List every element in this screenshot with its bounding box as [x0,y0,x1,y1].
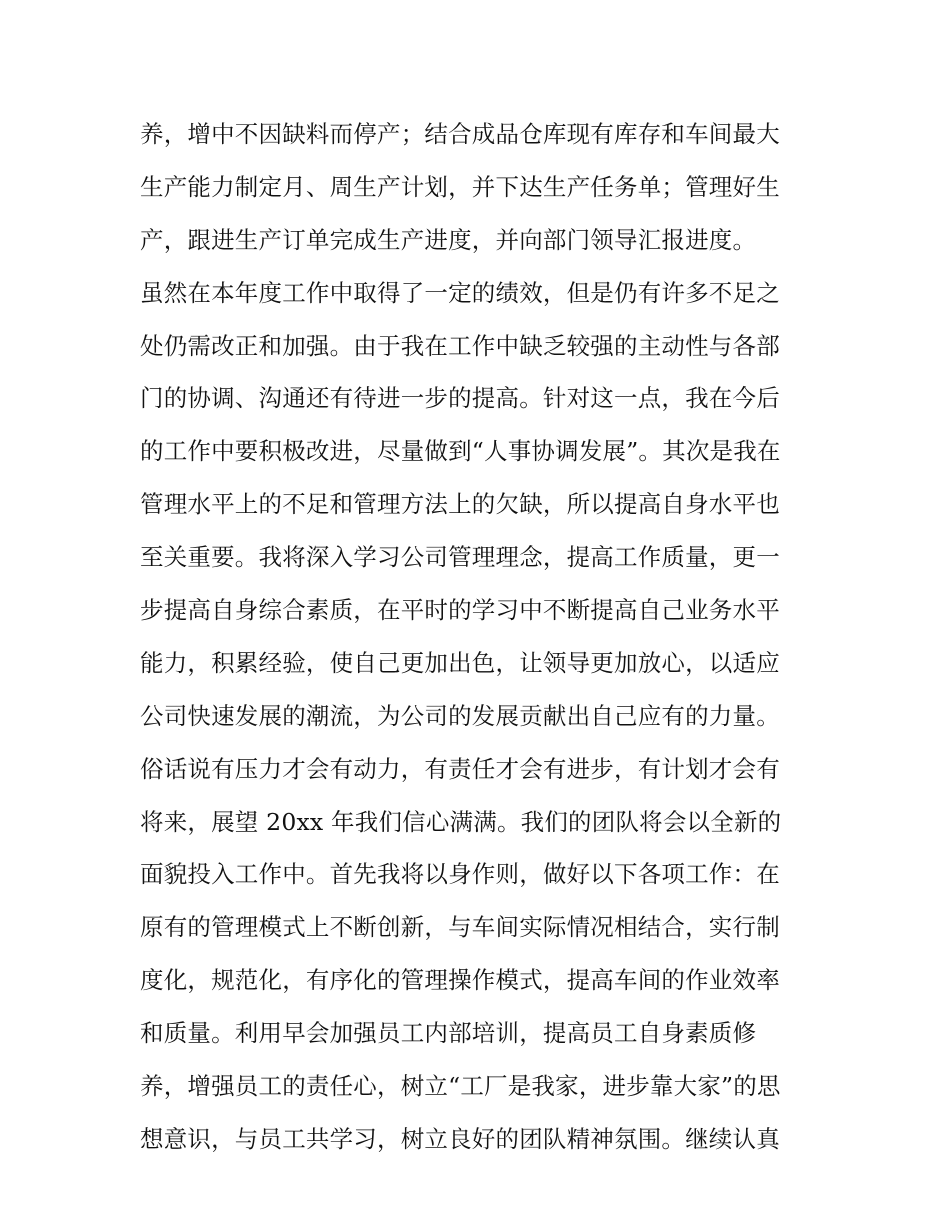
text-line: 将来，展望 20xx 年我们信心满满。我们的团队将会以全新的 [140,807,782,836]
text-line: 养，增中不因缺料而停产；结合成品仓库现有库存和车间最大 [140,120,780,148]
text-line: 处仍需改正和加强。由于我在工作中缺乏较强的主动性与各部 [140,331,780,360]
text-line: 面貌投入工作中。首先我将以身作则，做好以下各项工作：在 [140,860,780,889]
text-line: 虽然在本年度工作中取得了一定的绩效，但是仍有许多不足之 [140,278,780,307]
text-line: 公司快速发展的潮流，为公司的发展贡献出自己应有的力量。 [140,701,780,730]
text-line: 门的协调、沟通还有待进一步的提高。针对这一点，我在今后 [140,384,780,413]
text-line: 能力，积累经验，使自己更加出色，让领导更加放心，以适应 [140,648,780,677]
text-line: 步提高自身综合素质，在平时的学习中不断提高自己业务水平 [140,596,780,625]
text-line: 和质量。利用早会加强员工内部培训，提高员工自身素质修 [140,1019,757,1048]
text-line: 俗话说有压力才会有动力，有责任才会有进步，有计划才会有 [140,754,780,783]
document-body [140,108,820,1166]
text-line: 生产能力制定月、周生产计划，并下达生产任务单；管理好生 [140,172,780,201]
text-line: 管理水平上的不足和管理方法上的欠缺，所以提高自身水平也 [140,490,780,519]
text-line: 的工作中要积极改进，尽量做到“人事协调发展”。其次是我在 [140,437,781,466]
text-line: 原有的管理模式上不断创新，与车间实际情况相结合，实行制 [140,913,780,942]
text-line: 度化，规范化，有序化的管理操作模式，提高车间的作业效率 [140,966,780,995]
text-line: 想意识，与员工共学习，树立良好的团队精神氛围。继续认真 [140,1124,780,1153]
text-line: 产，跟进生产订单完成生产进度，并向部门领导汇报进度。 [140,225,757,254]
text-line: 养，增强员工的责任心，树立“工厂是我家，进步靠大家”的思 [140,1072,781,1101]
text-line: 至关重要。我将深入学习公司管理理念，提高工作质量，更一 [140,543,780,572]
